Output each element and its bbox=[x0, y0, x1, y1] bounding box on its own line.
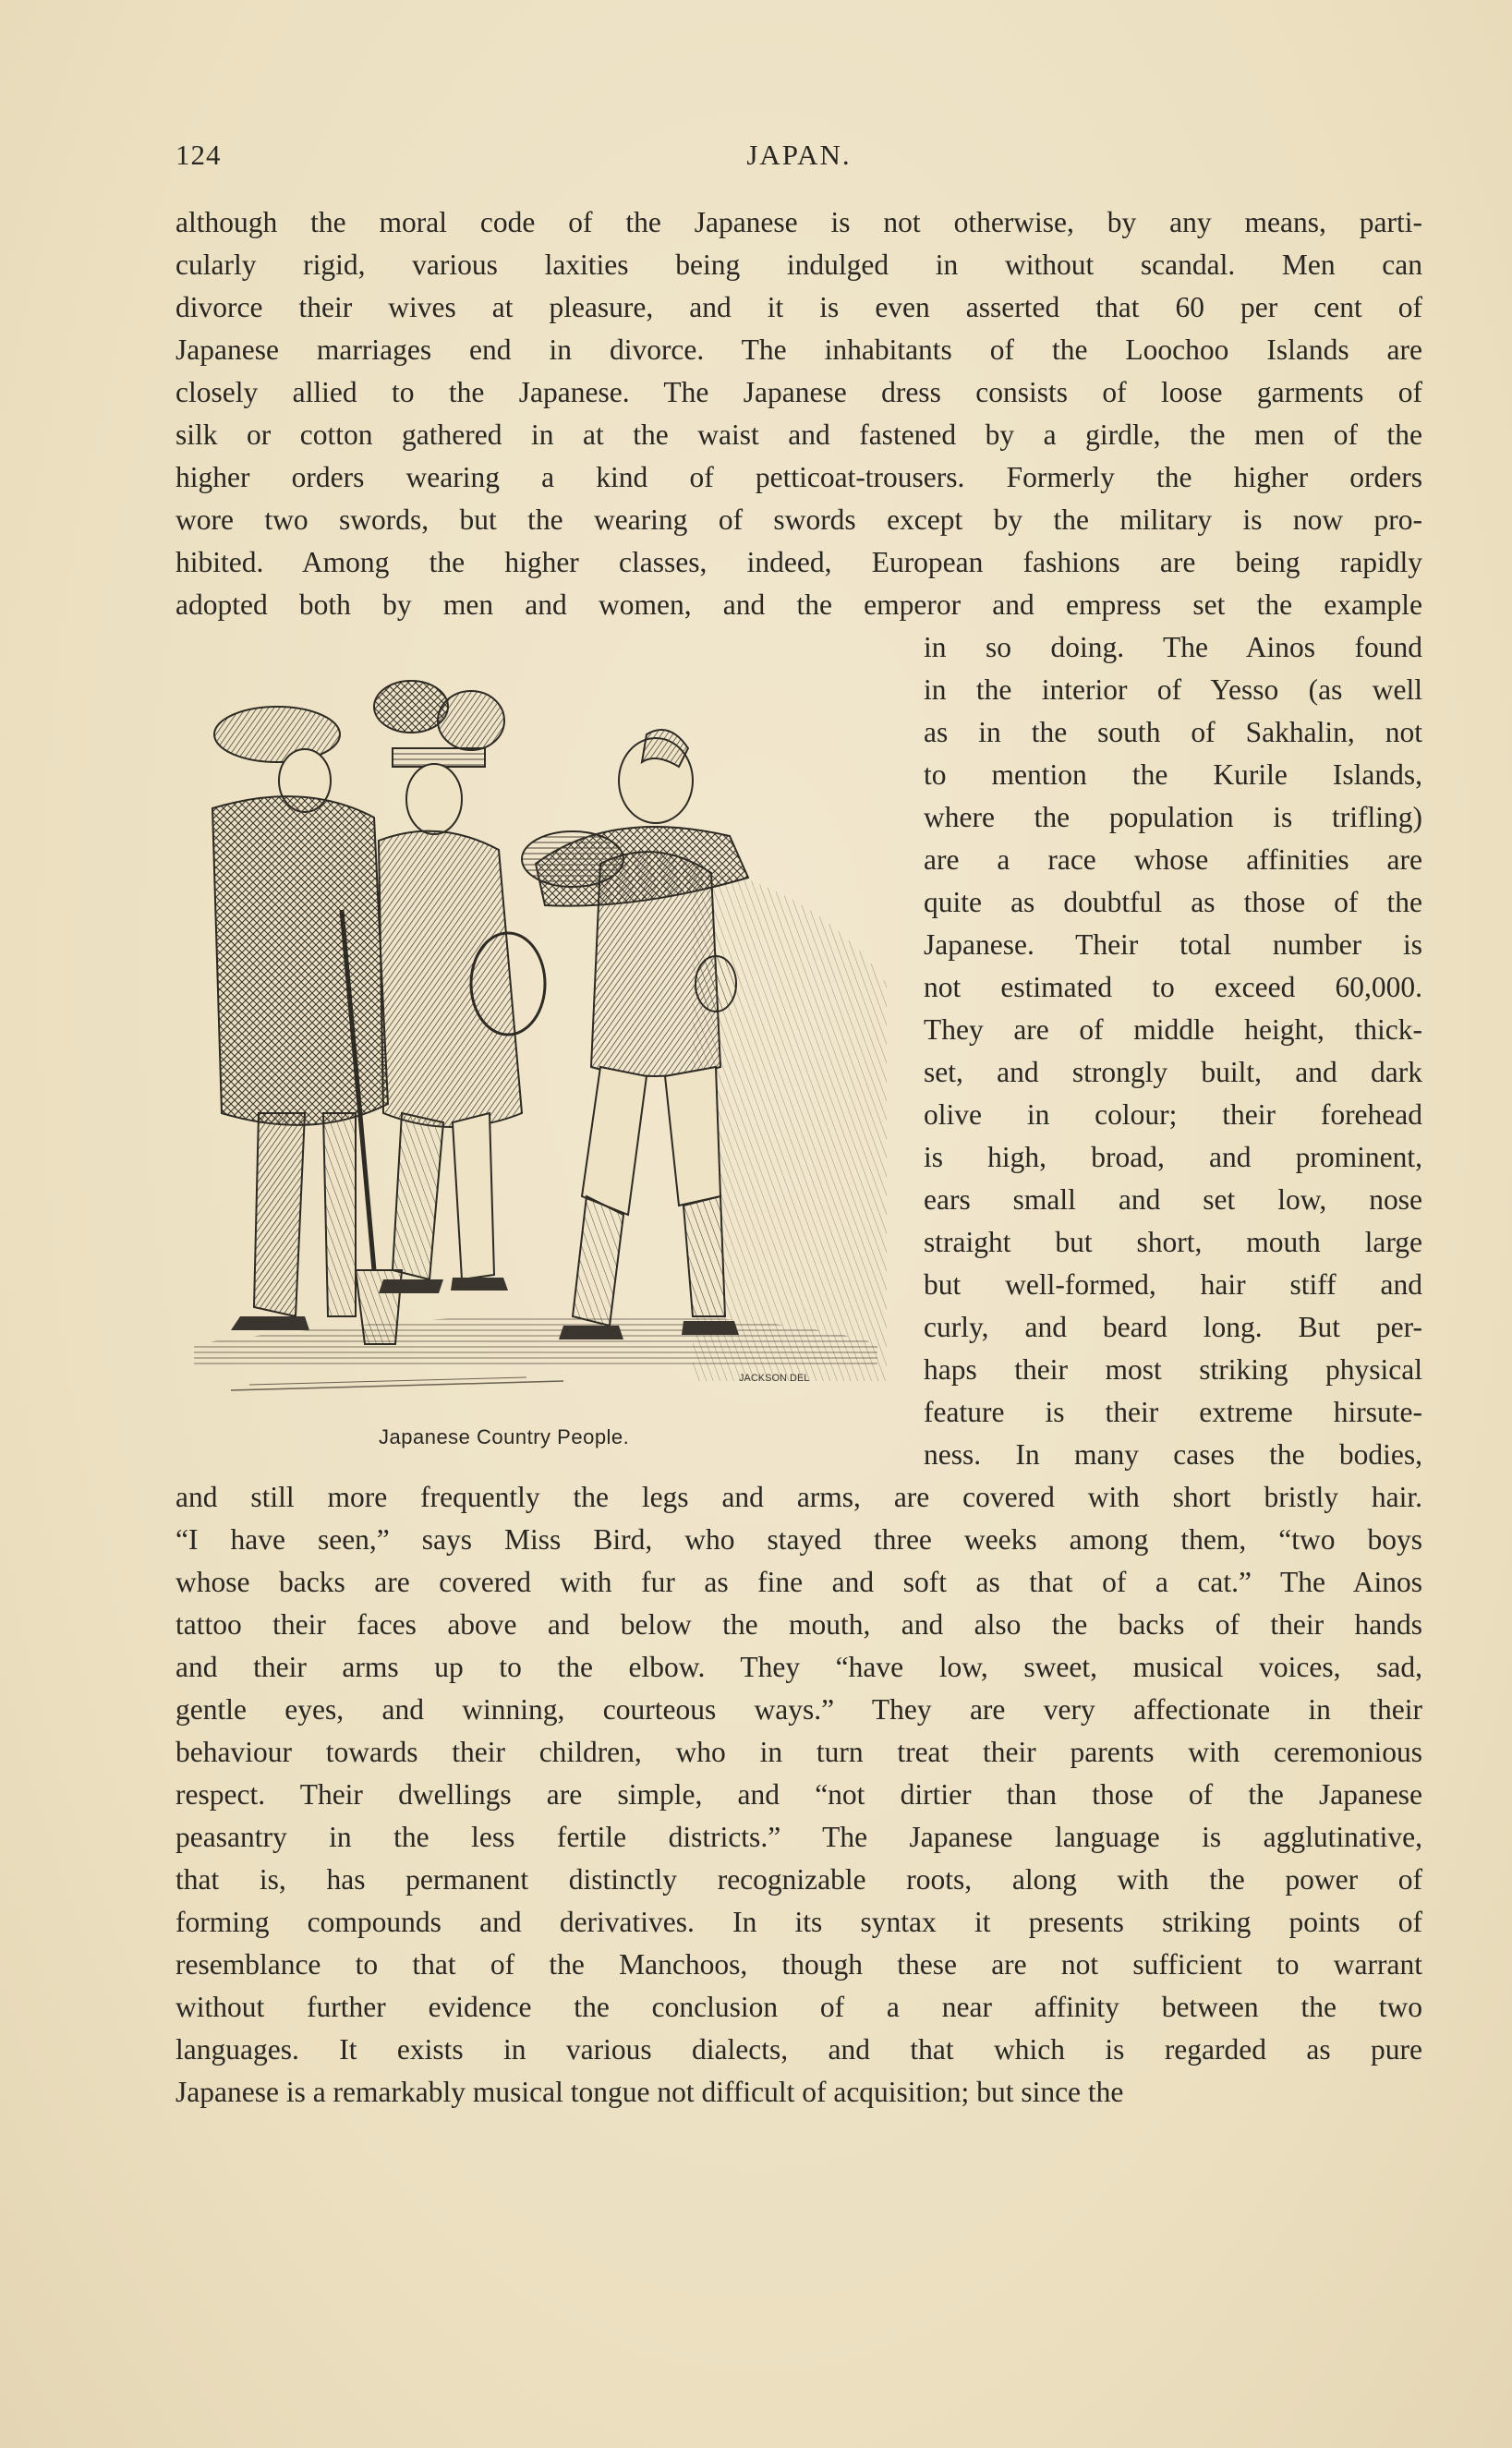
column-line: set, and strongly built, and dark bbox=[924, 1056, 1422, 1088]
body-line: higher orders wearing a kind of petticoat-trousers. Formerly the higher orders bbox=[175, 461, 1422, 493]
column-line: They are of middle height, thick- bbox=[924, 1013, 1422, 1046]
body-line: and still more frequently the legs and arms, are covered with short bristly hair. bbox=[175, 1481, 1422, 1513]
body-line: whose backs are covered with fur as fine and soft as that of a cat.” The Ainos bbox=[175, 1566, 1422, 1598]
engraver-signature: JACKSON DEL bbox=[739, 1373, 810, 1384]
page-number: 124 bbox=[175, 139, 222, 171]
body-line: tattoo their faces above and below the mouth, and also the backs of their hands bbox=[175, 1608, 1422, 1641]
body-line: respect. Their dwellings are simple, and “not dirtier than those of the Japanese bbox=[175, 1778, 1422, 1811]
porter-figure bbox=[522, 730, 748, 1339]
column-line: straight but short, mouth large bbox=[924, 1226, 1422, 1258]
column-line: to mention the Kurile Islands, bbox=[924, 758, 1422, 791]
body-line: divorce their wives at pleasure, and it is even asserted that 60 per cent of bbox=[175, 291, 1422, 323]
body-line: and their arms up to the elbow. They “have low, sweet, musical voices, sad, bbox=[175, 1651, 1422, 1683]
body-line: resemblance to that of the Manchoos, though these are not sufficient to warrant bbox=[175, 1948, 1422, 1981]
column-line: ears small and set low, nose bbox=[924, 1183, 1422, 1216]
body-line: that is, has permanent distinctly recognizable roots, along with the power of bbox=[175, 1863, 1422, 1896]
body-line: although the moral code of the Japanese is not otherwise, by any means, parti- bbox=[175, 206, 1422, 238]
figure-caption: Japanese Country People. bbox=[379, 1425, 630, 1448]
column-line: ness. In many cases the bodies, bbox=[924, 1438, 1422, 1471]
column-line: not estimated to exceed 60,000. bbox=[924, 971, 1422, 1003]
column-line: are a race whose affinities are bbox=[924, 843, 1422, 876]
page-header bbox=[175, 139, 1422, 185]
column-line: quite as doubtful as those of the bbox=[924, 886, 1422, 918]
body-line: without further evidence the conclusion of a near affinity between the two bbox=[175, 1991, 1422, 2023]
column-line: in so doing. The Ainos found bbox=[924, 631, 1422, 663]
body-line: cularly rigid, various laxities being indulged in without scandal. Men can bbox=[175, 248, 1422, 281]
body-line: “I have seen,” says Miss Bird, who stayed three weeks among them, “two boys bbox=[175, 1523, 1422, 1556]
body-line: hibited. Among the higher classes, indeed, European fashions are being rapidly bbox=[175, 546, 1422, 578]
column-line: in the interior of Yesso (as well bbox=[924, 673, 1422, 706]
running-head: JAPAN. bbox=[746, 139, 852, 171]
body-line: languages. It exists in various dialects, and that which is regarded as pure bbox=[175, 2033, 1422, 2066]
column-line: olive in colour; their forehead bbox=[924, 1098, 1422, 1131]
body-line: adopted both by men and women, and the emperor and empress set the example bbox=[175, 588, 1422, 621]
column-line: as in the south of Sakhalin, not bbox=[924, 716, 1422, 748]
body-line: wore two swords, but the wearing of swords except by the military is now pro- bbox=[175, 503, 1422, 536]
column-line: but well-formed, hair stiff and bbox=[924, 1268, 1422, 1301]
body-line: peasantry in the less fertile districts.” The Japanese language is agglutinative, bbox=[175, 1821, 1422, 1853]
body-line: gentle eyes, and winning, courteous ways.” They are very affectionate in their bbox=[175, 1693, 1422, 1726]
column-line: feature is their extreme hirsute- bbox=[924, 1396, 1422, 1428]
column-line: Japanese. Their total number is bbox=[924, 928, 1422, 961]
engraving-illustration bbox=[175, 679, 891, 1395]
column-line: is high, broad, and prominent, bbox=[924, 1141, 1422, 1173]
aino-figure bbox=[212, 707, 402, 1344]
body-line: forming compounds and derivatives. In its syntax it presents striking points of bbox=[175, 1906, 1422, 1938]
column-line: where the population is trifling) bbox=[924, 801, 1422, 833]
engraving-artwork bbox=[175, 679, 891, 1395]
body-line: Japanese is a remarkably musical tongue not difficult of acquisition; but since the bbox=[175, 2076, 1124, 2108]
body-line: closely allied to the Japanese. The Japanese dress consists of loose garments of bbox=[175, 376, 1422, 408]
column-line: curly, and beard long. But per- bbox=[924, 1311, 1422, 1343]
woman-figure bbox=[374, 681, 545, 1293]
body-line: behaviour towards their children, who in turn treat their parents with ceremonious bbox=[175, 1736, 1422, 1768]
body-line: Japanese marriages end in divorce. The inhabitants of the Loochoo Islands are bbox=[175, 333, 1422, 366]
body-line: silk or cotton gathered in at the waist and fastened by a girdle, the men of the bbox=[175, 418, 1422, 451]
column-line: haps their most striking physical bbox=[924, 1353, 1422, 1386]
